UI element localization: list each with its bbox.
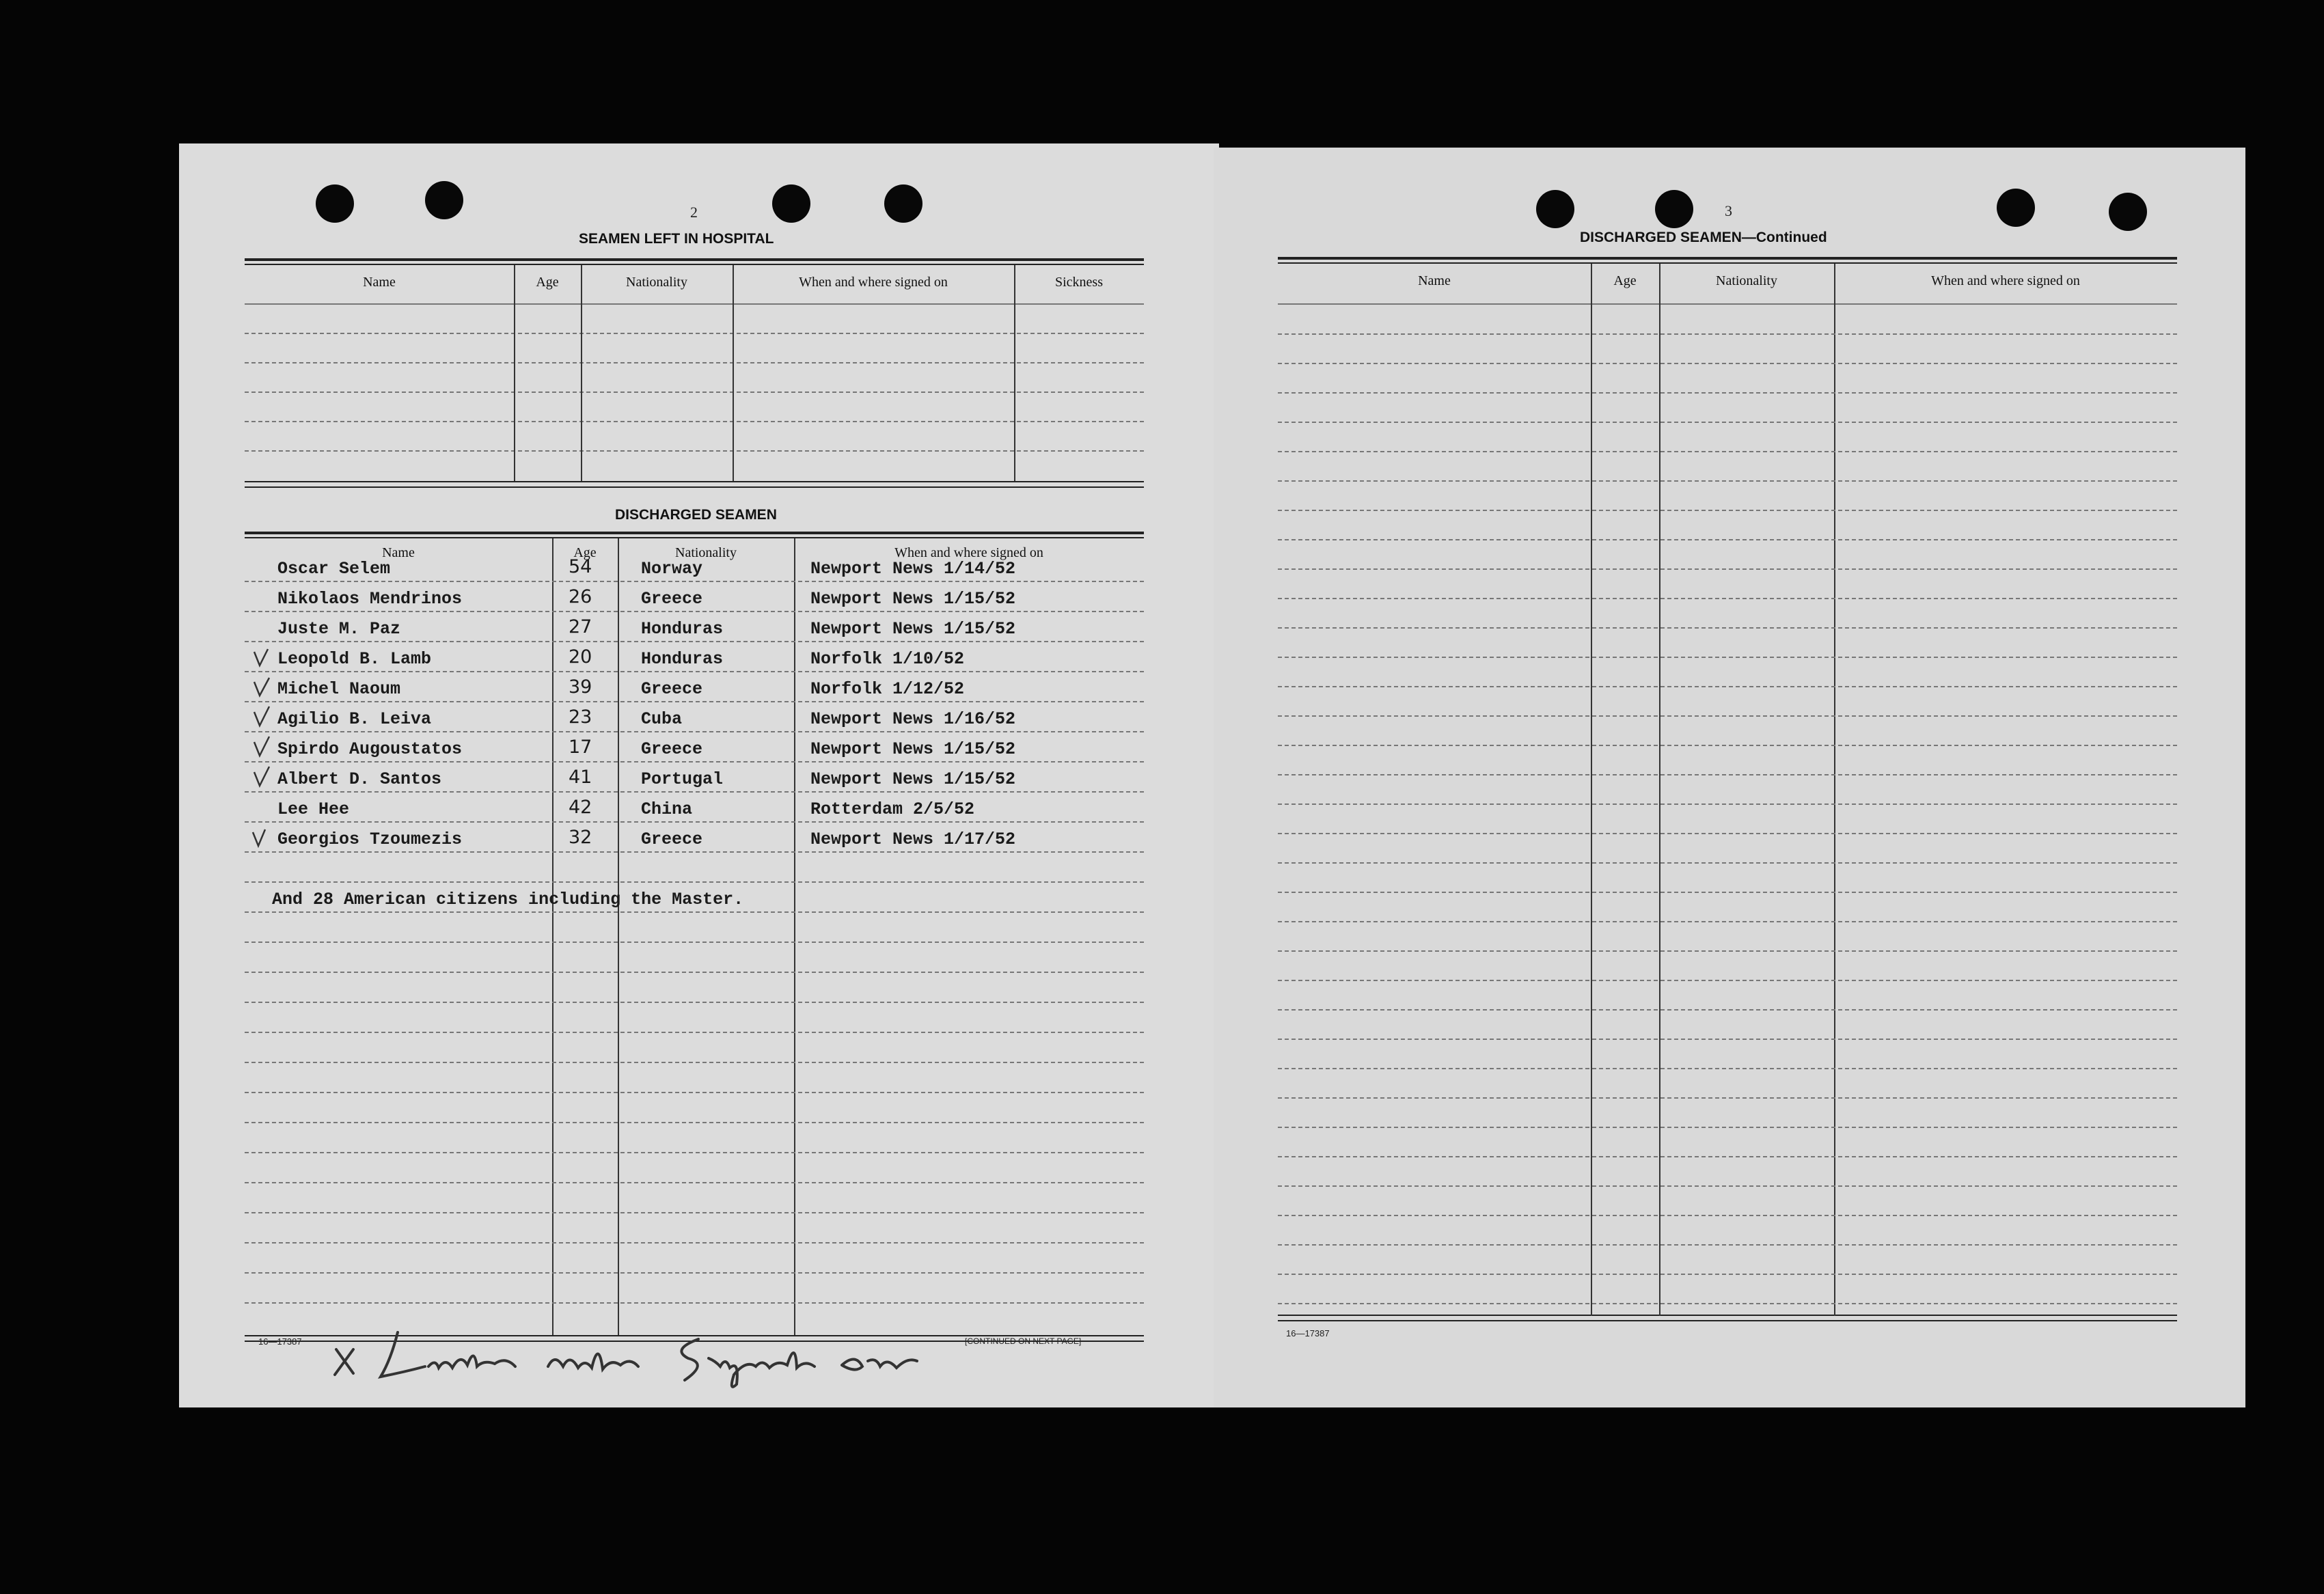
ruled-line — [245, 611, 1144, 612]
name-cell: Michel Naoum — [277, 679, 401, 699]
handwriting-image — [316, 1319, 999, 1394]
age-cell: 39 — [569, 676, 592, 698]
ruled-line — [1278, 392, 2177, 394]
ruled-line — [1278, 803, 2177, 805]
nationality-cell: Greece — [641, 829, 703, 849]
ruled-line — [1278, 862, 2177, 864]
ruled-line — [245, 1212, 1144, 1213]
ruled-line — [245, 851, 1144, 853]
ruled-line — [245, 1122, 1144, 1123]
ruled-line — [1278, 1039, 2177, 1040]
ruled-line — [1278, 627, 2177, 629]
name-cell: Georgios Tzoumezis — [277, 829, 463, 849]
age-cell: 42 — [569, 797, 592, 818]
punch-hole — [425, 181, 463, 219]
signed-on-cell: Newport News 1/17/52 — [810, 829, 1016, 849]
name-cell: Spirdo Augoustatos — [277, 739, 463, 759]
nationality-cell: China — [641, 799, 693, 819]
nationality-cell: Greece — [641, 739, 703, 759]
column-header-nationality: Nationality — [626, 275, 687, 290]
ruled-line — [1278, 451, 2177, 452]
column-header-nationality: Nationality — [675, 545, 737, 560]
ruled-line — [1278, 1009, 2177, 1011]
ruled-line — [1278, 892, 2177, 893]
ruled-line — [245, 821, 1144, 823]
signed-on-cell: Rotterdam 2/5/52 — [810, 799, 975, 819]
column-header-name: Name — [1418, 273, 1451, 288]
age-cell: 17 — [569, 737, 592, 758]
ruled-line — [1278, 1244, 2177, 1246]
form-number: 16—17387 — [258, 1336, 302, 1347]
name-cell: Juste M. Paz — [277, 619, 401, 639]
ruled-line — [245, 1242, 1144, 1243]
ruled-line — [1278, 1215, 2177, 1216]
ruled-line — [1278, 715, 2177, 717]
ruled-line — [1278, 833, 2177, 834]
punch-hole — [884, 184, 922, 223]
ruled-line — [245, 581, 1144, 582]
form-number: 16—17387 — [1286, 1328, 1330, 1338]
ruled-line — [245, 641, 1144, 642]
hospital-section-title: SEAMEN LEFT IN HOSPITAL — [579, 231, 774, 247]
ruled-line — [245, 881, 1144, 883]
check-mark-icon — [254, 706, 269, 726]
continued-label: [CONTINUED ON NEXT PAGE] — [965, 1336, 1082, 1346]
ruled-line — [1278, 774, 2177, 775]
column-header-name: Name — [382, 545, 415, 560]
ruled-line — [245, 1062, 1144, 1063]
nationality-cell: Greece — [641, 679, 703, 699]
ruled-line — [1278, 333, 2177, 335]
column-header-age: Age — [573, 545, 597, 560]
punch-hole — [1997, 189, 2035, 227]
ruled-line — [1278, 480, 2177, 482]
ruled-line — [1278, 1303, 2177, 1304]
check-mark-icon — [254, 767, 269, 786]
ruled-line — [245, 1092, 1144, 1093]
page-title: DISCHARGED SEAMEN—Continued — [1580, 230, 1827, 245]
page-number: 3 — [1725, 202, 1732, 219]
age-cell: 27 — [569, 616, 592, 637]
ruled-line — [1278, 1185, 2177, 1187]
signed-on-cell: Newport News 1/15/52 — [810, 589, 1016, 609]
ruled-line — [1278, 745, 2177, 746]
ruled-line — [245, 911, 1144, 913]
punch-hole — [772, 184, 810, 223]
signed-on-cell: Norfolk 1/12/52 — [810, 679, 965, 699]
hospital-table — [245, 258, 1144, 488]
check-mark-icon — [254, 678, 269, 696]
ruled-line — [245, 731, 1144, 732]
age-cell: 32 — [569, 827, 592, 848]
ruled-line — [1278, 422, 2177, 423]
ruled-line — [245, 1182, 1144, 1183]
right-page — [1214, 148, 2245, 1407]
ruled-line — [245, 1002, 1144, 1003]
ruled-line — [1278, 1127, 2177, 1128]
name-cell: Lee Hee — [277, 799, 350, 819]
nationality-cell: Honduras — [641, 649, 724, 669]
summary-note: And 28 American citizens including the Master. — [272, 890, 744, 909]
column-header-age: Age — [1613, 273, 1637, 288]
ruled-line — [1278, 686, 2177, 687]
signed-on-cell: Newport News 1/16/52 — [810, 709, 1016, 729]
discharged-section-title: DISCHARGED SEAMEN — [615, 507, 777, 523]
check-mark-icon — [254, 737, 269, 756]
name-cell: Agilio B. Leiva — [277, 709, 432, 729]
nationality-cell: Portugal — [641, 769, 724, 789]
left-page — [179, 143, 1219, 1407]
signed-on-cell: Norfolk 1/10/52 — [810, 649, 965, 669]
age-cell: 23 — [569, 706, 592, 728]
column-header-signed-on: When and where signed on — [1931, 273, 2080, 288]
ruled-line — [245, 1152, 1144, 1153]
ruled-line — [1278, 950, 2177, 952]
ruled-line — [245, 791, 1144, 793]
name-cell: Nikolaos Mendrinos — [277, 589, 463, 609]
page-number: 2 — [690, 204, 698, 221]
ruled-line — [1278, 1274, 2177, 1275]
discharged-continued-table — [1278, 257, 2177, 1323]
column-header-age: Age — [536, 275, 559, 290]
name-cell: Albert D. Santos — [277, 769, 442, 789]
signed-on-cell: Newport News 1/15/52 — [810, 739, 1016, 759]
ruled-line — [245, 942, 1144, 943]
name-cell: Oscar Selem — [277, 559, 391, 579]
nationality-cell: Norway — [641, 559, 703, 579]
punch-hole — [1655, 190, 1693, 228]
age-cell: 26 — [569, 586, 592, 607]
ruled-line — [1278, 657, 2177, 658]
nationality-cell: Cuba — [641, 709, 683, 729]
check-mark-icon — [253, 829, 265, 846]
ruled-line — [1278, 921, 2177, 922]
discharged-table — [245, 532, 1144, 1342]
ruled-line — [1278, 1156, 2177, 1157]
ruled-line — [1278, 980, 2177, 981]
name-cell: Leopold B. Lamb — [277, 649, 432, 669]
ruled-line — [1278, 363, 2177, 364]
ruled-line — [245, 1272, 1144, 1274]
column-header-signed-on: When and where signed on — [799, 275, 948, 290]
age-cell: 20 — [569, 646, 592, 668]
punch-hole — [1536, 190, 1574, 228]
column-header-signed-on: When and where signed on — [894, 545, 1043, 560]
column-header-sickness: Sickness — [1055, 275, 1103, 290]
signed-on-cell: Newport News 1/15/52 — [810, 769, 1016, 789]
ruled-line — [245, 1032, 1144, 1033]
column-header-name: Name — [363, 275, 396, 290]
ruled-line — [1278, 598, 2177, 599]
age-cell: 54 — [569, 556, 592, 577]
signed-on-cell: Newport News 1/15/52 — [810, 619, 1016, 639]
handwritten-note — [316, 1319, 999, 1394]
punch-hole — [2109, 193, 2147, 231]
age-cell: 41 — [569, 767, 592, 788]
ruled-line — [1278, 539, 2177, 540]
ruled-line — [245, 761, 1144, 762]
ruled-line — [1278, 1097, 2177, 1099]
ruled-line — [245, 972, 1144, 973]
nationality-cell: Greece — [641, 589, 703, 609]
signed-on-cell: Newport News 1/14/52 — [810, 559, 1016, 579]
ruled-line — [245, 671, 1144, 672]
nationality-cell: Honduras — [641, 619, 724, 639]
ruled-line — [245, 1302, 1144, 1304]
punch-hole — [316, 184, 354, 223]
ruled-line — [1278, 1068, 2177, 1069]
ruled-line — [1278, 510, 2177, 511]
column-header-nationality: Nationality — [1716, 273, 1777, 288]
ruled-line — [1278, 568, 2177, 570]
check-mark-icon — [254, 649, 268, 665]
check-marks — [245, 532, 286, 873]
ruled-line — [245, 701, 1144, 702]
